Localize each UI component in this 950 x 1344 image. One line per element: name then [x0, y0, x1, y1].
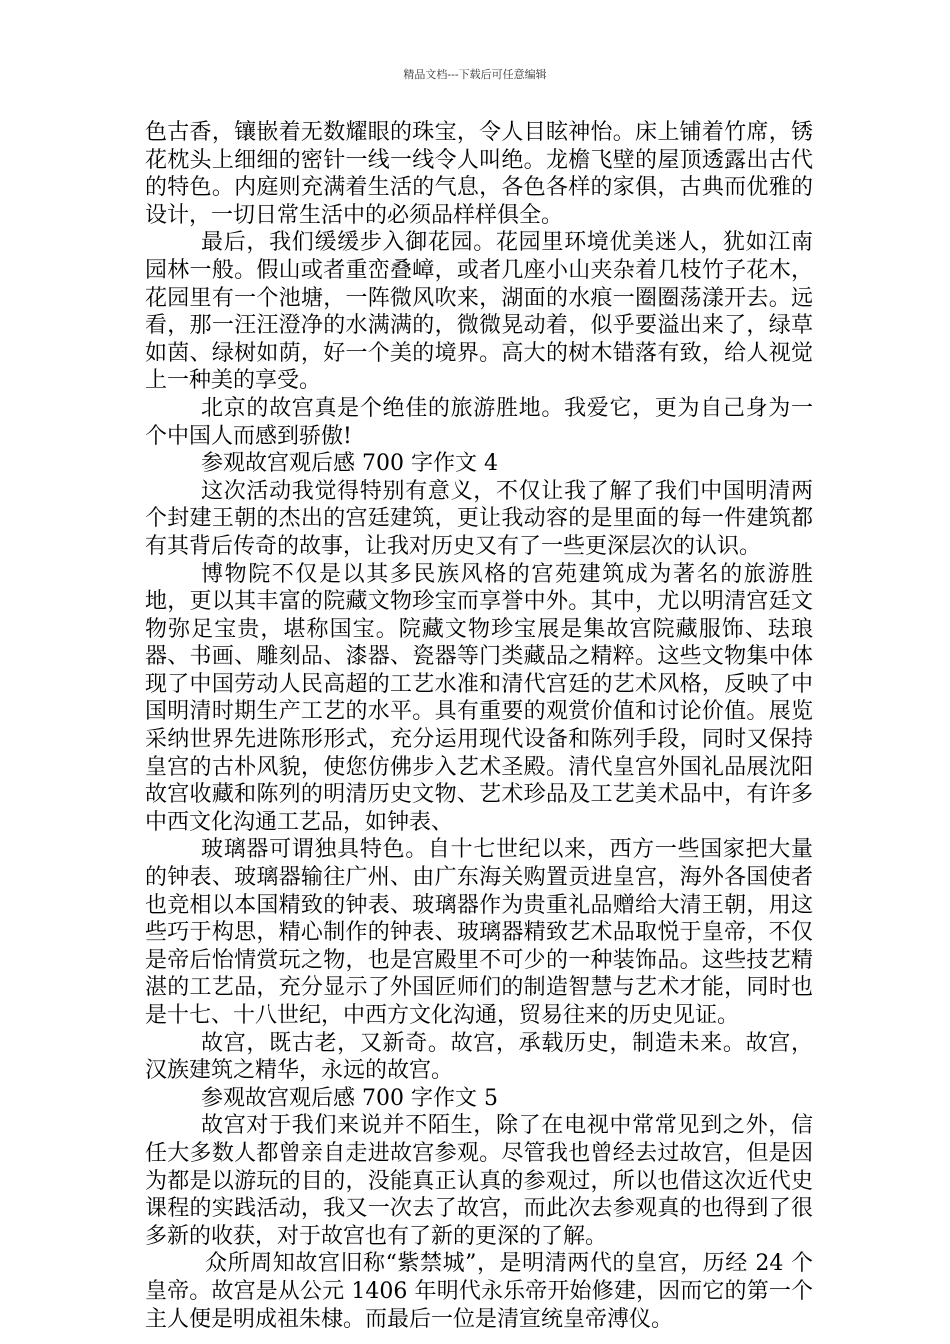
paragraph: 最后，我们缓缓步入御花园。花园里环境优美迷人，犹如江南园林一般。假山或者重峦叠嶂，或者几座小山夹杂着几枝竹子花木，花园里有一个池塘，一阵微风吹来，湖面的水痕一圈圈荡漾开去。远看，那一汪汪澄净的水满满的，微微晃动着，似乎要溢出来了，绿草如茵、绿树如荫，好一个美的境界。高大的树木错落有致，给人视觉上一种美的享受。 — [145, 230, 813, 394]
section-heading: 参观故宫观后感 700 字作文 4 — [201, 451, 498, 477]
paragraph: 故宫，既古老，又新奇。故宫，承载历史，制造未来。故宫，汉族建筑之精华，永远的故宫。 — [145, 1030, 813, 1084]
page-header: 精品文档---下载后可任意编辑 — [403, 68, 547, 81]
paragraph: 北京的故宫真是个绝佳的旅游胜地。我爱它，更为自己身为一个中国人而感到骄傲! — [145, 395, 813, 449]
section-heading: 参观故宫观后感 700 字作文 5 — [201, 1085, 498, 1111]
paragraph: 故宫对于我们来说并不陌生，除了在电视中常常见到之外，信任大多数人都曾亲自走进故宫参观。尽管我也曾经去过故宫，但是因为都是以游玩的目的，没能真正认真的参观过，所以也借这次近代史课程的实践活动，我又一次去了故宫，而此次去参观真的也得到了很多新的收获，对于故宫也有了新的更深的了解。 — [145, 1113, 813, 1249]
paragraph: 色古香，镶嵌着无数耀眼的珠宝，令人目眩神怡。床上铺着竹席，锈花枕头上细细的密针一线一线令人叫绝。龙檐飞壁的屋顶透露出古代的特色。内庭则充满着生活的气息，各色各样的家俱，古典而优雅的设计，一切日常生活中的必须品样样俱全。 — [145, 120, 813, 228]
paragraph: 这次活动我觉得特别有意义，不仅让我了解了我们中国明清两个封建王朝的杰出的宫廷建筑，更让我动容的是里面的每一件建筑都有其背后传奇的故事，让我对历史又有了一些更深层次的认识。 — [145, 478, 813, 559]
document-body — [145, 119, 813, 1333]
paragraph: 玻璃器可谓独具特色。自十七世纪以来，西方一些国家把大量的钟表、玻璃器输往广州、由广东海关购置贡进皇宫，海外各国使者也竞相以本国精致的钟表、玻璃器作为贵重礼品赠给大清王朝，用这些巧于构思，精心制作的钟表、玻璃器精致艺术品取悦于皇帝，不仅是帝后怡情赏玩之物，也是宫殿里不可少的一种装饰品。这些技艺精湛的工艺品，充分显示了外国匠师们的制造智慧与艺术才能，同时也是十七、十八世纪，中西方文化沟通，贸易往来的历史见证。 — [145, 837, 813, 1028]
paragraph: 众所周知故宫旧称“紫禁城”，是明清两代的皇宫，历经 24 个皇帝。故宫是从公元 1406 年明代永乐帝开始修建，因而它的第一个主人便是明成祖朱棣。而最后一位是清宣统皇帝溥仪。 — [145, 1251, 813, 1332]
paragraph: 博物院不仅是以其多民族风格的宫苑建筑成为著名的旅游胜地，更以其丰富的院藏文物珍宝而享誉中外。其中，尤以明清宫廷文物弥足宝贵，堪称国宝。院藏文物珍宝展是集故宫院藏服饰、珐琅器、书画、雕刻品、漆器、瓷器等门类藏品之精粹。这些文物集中体现了中国劳动人民高超的工艺水准和清代宫廷的艺术风格，反映了中国明清时期生产工艺的水平。具有重要的观赏价值和讨论价值。展览采纳世界先进陈形形式，充分运用现代设备和陈列手段，同时又保持皇宫的古朴风貌，使您仿佛步入艺术圣殿。清代皇宫外国礼品展沈阳故宫收藏和陈列的明清历史文物、艺术珍品及工艺美术品中，有许多中西文化沟通工艺品，如钟表、 — [145, 561, 813, 835]
